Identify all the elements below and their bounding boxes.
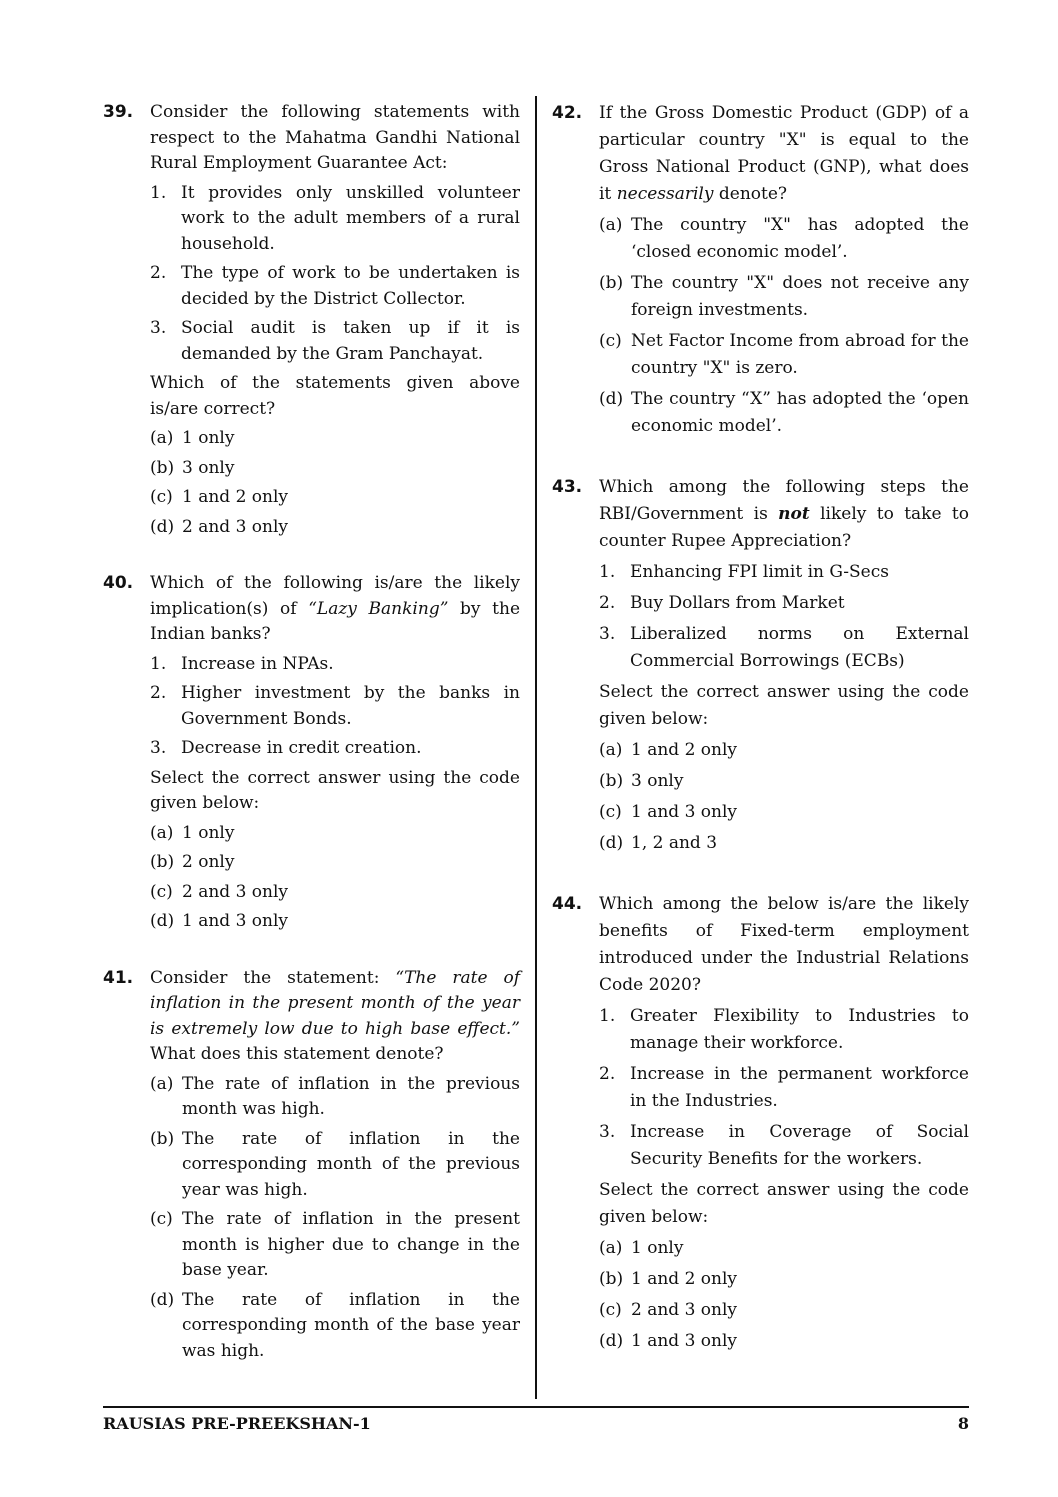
statement [150,316,520,367]
question-text-part: denote? [713,184,788,204]
statement [599,559,969,586]
statement-text: Enhancing FPI limit in G-Secs [630,562,889,582]
statement-text: Buy Dollars from Market [630,593,845,613]
option-label: (b) [150,457,175,478]
question-instruction: Which of the statements given above is/are correct? [150,373,520,419]
statement-text: Greater Flexibility to Industries to manage their workforce. [630,1006,969,1053]
option-text: 1 and 3 only [182,911,289,931]
option-text: The country “X” has adopted the ‘open economic model’. [631,389,969,436]
statement-text: Liberalized norms on External Commercial Borrowings (ECBs) [630,624,969,671]
option [150,1288,520,1365]
option-text: 1 and 2 only [182,487,289,507]
option [599,1297,969,1324]
option-text: 1 and 2 only [631,1269,738,1289]
statement-text: It provides only unskilled volunteer work to the adult members of a rural household. [181,182,520,254]
statement [599,590,969,617]
option [150,850,520,876]
option-text: 3 only [631,771,684,791]
option-label: (b) [150,1128,175,1149]
option [599,1235,969,1262]
option-text: Net Factor Income from abroad for the country "X" is zero. [631,331,969,378]
option-label: (b) [599,273,624,293]
question-number: 44. [552,894,583,914]
option [599,386,969,440]
question-instruction: Select the correct answer using the code given below: [150,767,520,813]
question-text-emphasis: necessarily [616,184,714,204]
option [150,485,520,511]
statement-text: Increase in Coverage of Social Security Benefits for the workers. [630,1122,969,1169]
statement-text: Decrease in credit creation. [181,738,422,758]
option-label: (d) [599,1331,624,1351]
option [150,1072,520,1123]
option-text: 1 and 3 only [631,802,738,822]
page-number: 8 [957,1414,969,1433]
statement-label: 2. [599,593,616,613]
option-text: The rate of inflation in the corresponding month of the previous year was high. [182,1128,520,1200]
option-label: (c) [599,331,622,351]
statement-label: 2. [599,1064,616,1084]
option [150,456,520,482]
option-text: 1 only [631,1238,684,1258]
statement-text: Social audit is taken up if it is demanded by the Gram Panchayat. [181,318,520,364]
option-text: 2 and 3 only [182,516,289,537]
question-42 [552,100,969,440]
option-text: 1 and 2 only [631,740,738,760]
option-label: (a) [150,1073,174,1094]
question-text-part: What does this statement denote? [150,1044,444,1064]
option [599,328,969,382]
option [150,880,520,906]
question-text-part: by the Indian banks? [150,598,521,644]
question-text [150,571,520,648]
question-text-part: Consider the statement: [150,967,396,988]
option [150,515,520,541]
statement-label: 1. [150,182,167,203]
question-43 [552,474,969,857]
question-39 [103,100,520,540]
statement [599,621,969,675]
option-label: (b) [599,771,624,791]
statement-label: 2. [150,263,167,283]
question-text-part: If the Gross Domestic Product (GDP) of a particular country "X" is equal to the Gross National Product (GNP), what does it [599,103,969,204]
left-column [103,100,520,1364]
question-instruction: Select the correct answer using the code given below: [599,682,969,729]
statement-label: 3. [150,738,167,758]
option-text: The country "X" has adopted the ‘closed economic model’. [631,215,969,262]
question-number: 41. [103,967,134,988]
option [599,799,969,826]
question-text [599,100,969,208]
option-label: (a) [599,740,623,760]
option-text: 1, 2 and 3 [631,833,718,853]
option [599,1328,969,1355]
option-text: 2 and 3 only [631,1300,738,1320]
statement-text: Increase in the permanent workforce in the Industries. [630,1064,969,1111]
option [599,212,969,266]
option [599,768,969,795]
option [599,737,969,764]
option [599,270,969,324]
question-text-part: likely to take to counter Rupee Appreciation? [599,504,969,551]
question-number: 42. [552,103,583,123]
question-text-emphasis: not [778,504,810,524]
question-44 [552,891,969,1355]
option-label: (a) [599,215,623,235]
option-label: (b) [599,1269,624,1289]
statement-label: 3. [150,318,167,338]
question-instruction: Select the correct answer using the code given below: [599,1180,969,1227]
question-text-emphasis: “Lazy Banking” [308,598,449,619]
option-text: 1 and 3 only [631,1331,738,1351]
option [150,909,520,935]
question-text: Which among the below is/are the likely benefits of Fixed-term employment introduced under the Industrial Relations Code 2020? [599,894,969,995]
option-label: (c) [150,487,173,507]
statement-label: 1. [599,1006,616,1026]
statement-text: The type of work to be undertaken is decided by the District Collector. [181,263,520,309]
footer-title: RAUSIAS PRE-PREEKSHAN-1 [103,1414,371,1433]
option-label: (c) [599,802,622,822]
statement [599,1119,969,1173]
question-number: 43. [552,477,583,497]
question-41 [103,966,520,1365]
option-text: 3 only [182,457,235,478]
statement-label: 1. [150,653,167,674]
question-text-part: Which of the following is/are the likely implication(s) of [150,573,520,619]
statement-text: Increase in NPAs. [181,653,334,674]
option [150,1207,520,1284]
option-text: 2 only [182,852,235,872]
statement [150,181,520,258]
statement-label: 1. [599,562,616,582]
option-label: (d) [599,833,624,853]
option-text: The rate of inflation in the present month is higher due to change in the base year. [182,1209,520,1280]
option [150,426,520,452]
statement [150,261,520,312]
statement [599,1061,969,1115]
option-label: (b) [150,852,175,872]
option [150,1127,520,1204]
question-number: 39. [103,102,134,122]
option-label: (d) [150,1289,175,1310]
statement [150,652,520,678]
option-text: 1 only [182,822,235,843]
right-column [552,100,969,1355]
column-divider [535,96,537,1399]
option [150,821,520,847]
option [599,830,969,857]
statement-label: 3. [599,624,616,644]
option-label: (a) [150,428,174,448]
question-text [599,474,969,555]
option-label: (a) [599,1238,623,1258]
option-label: (d) [599,389,624,409]
option-label: (c) [150,1209,173,1229]
option-label: (d) [150,911,175,931]
statement-label: 2. [150,683,167,703]
question-text-part: Which among the following steps the RBI/Government is [599,477,969,524]
question-number: 40. [103,573,134,593]
option-text: The rate of inflation in the previous month was high. [182,1073,520,1119]
question-text [150,966,520,1068]
option-label: (c) [599,1300,622,1320]
option-label: (c) [150,881,173,902]
footer-rule [103,1406,969,1408]
question-text: Consider the following statements with respect to the Mahatma Gandhi National Rural Employment Guarantee Act: [150,102,520,173]
question-40 [103,571,520,935]
option-text: The country "X" does not receive any foreign investments. [631,273,969,320]
statement [599,1003,969,1057]
option [599,1266,969,1293]
statement-text: Higher investment by the banks in Government Bonds. [181,683,520,729]
statement-label: 3. [599,1122,616,1142]
option-text: The rate of inflation in the corresponding month of the base year was high. [182,1289,520,1361]
statement [150,736,520,762]
option-text: 2 and 3 only [182,881,289,902]
question-text-emphasis: “The rate of inflation in the present month of the year is extremely low due to high base effect.” [150,967,521,1039]
statement [150,681,520,732]
option-label: (d) [150,516,175,537]
option-label: (a) [150,822,174,843]
option-text: 1 only [182,428,235,448]
